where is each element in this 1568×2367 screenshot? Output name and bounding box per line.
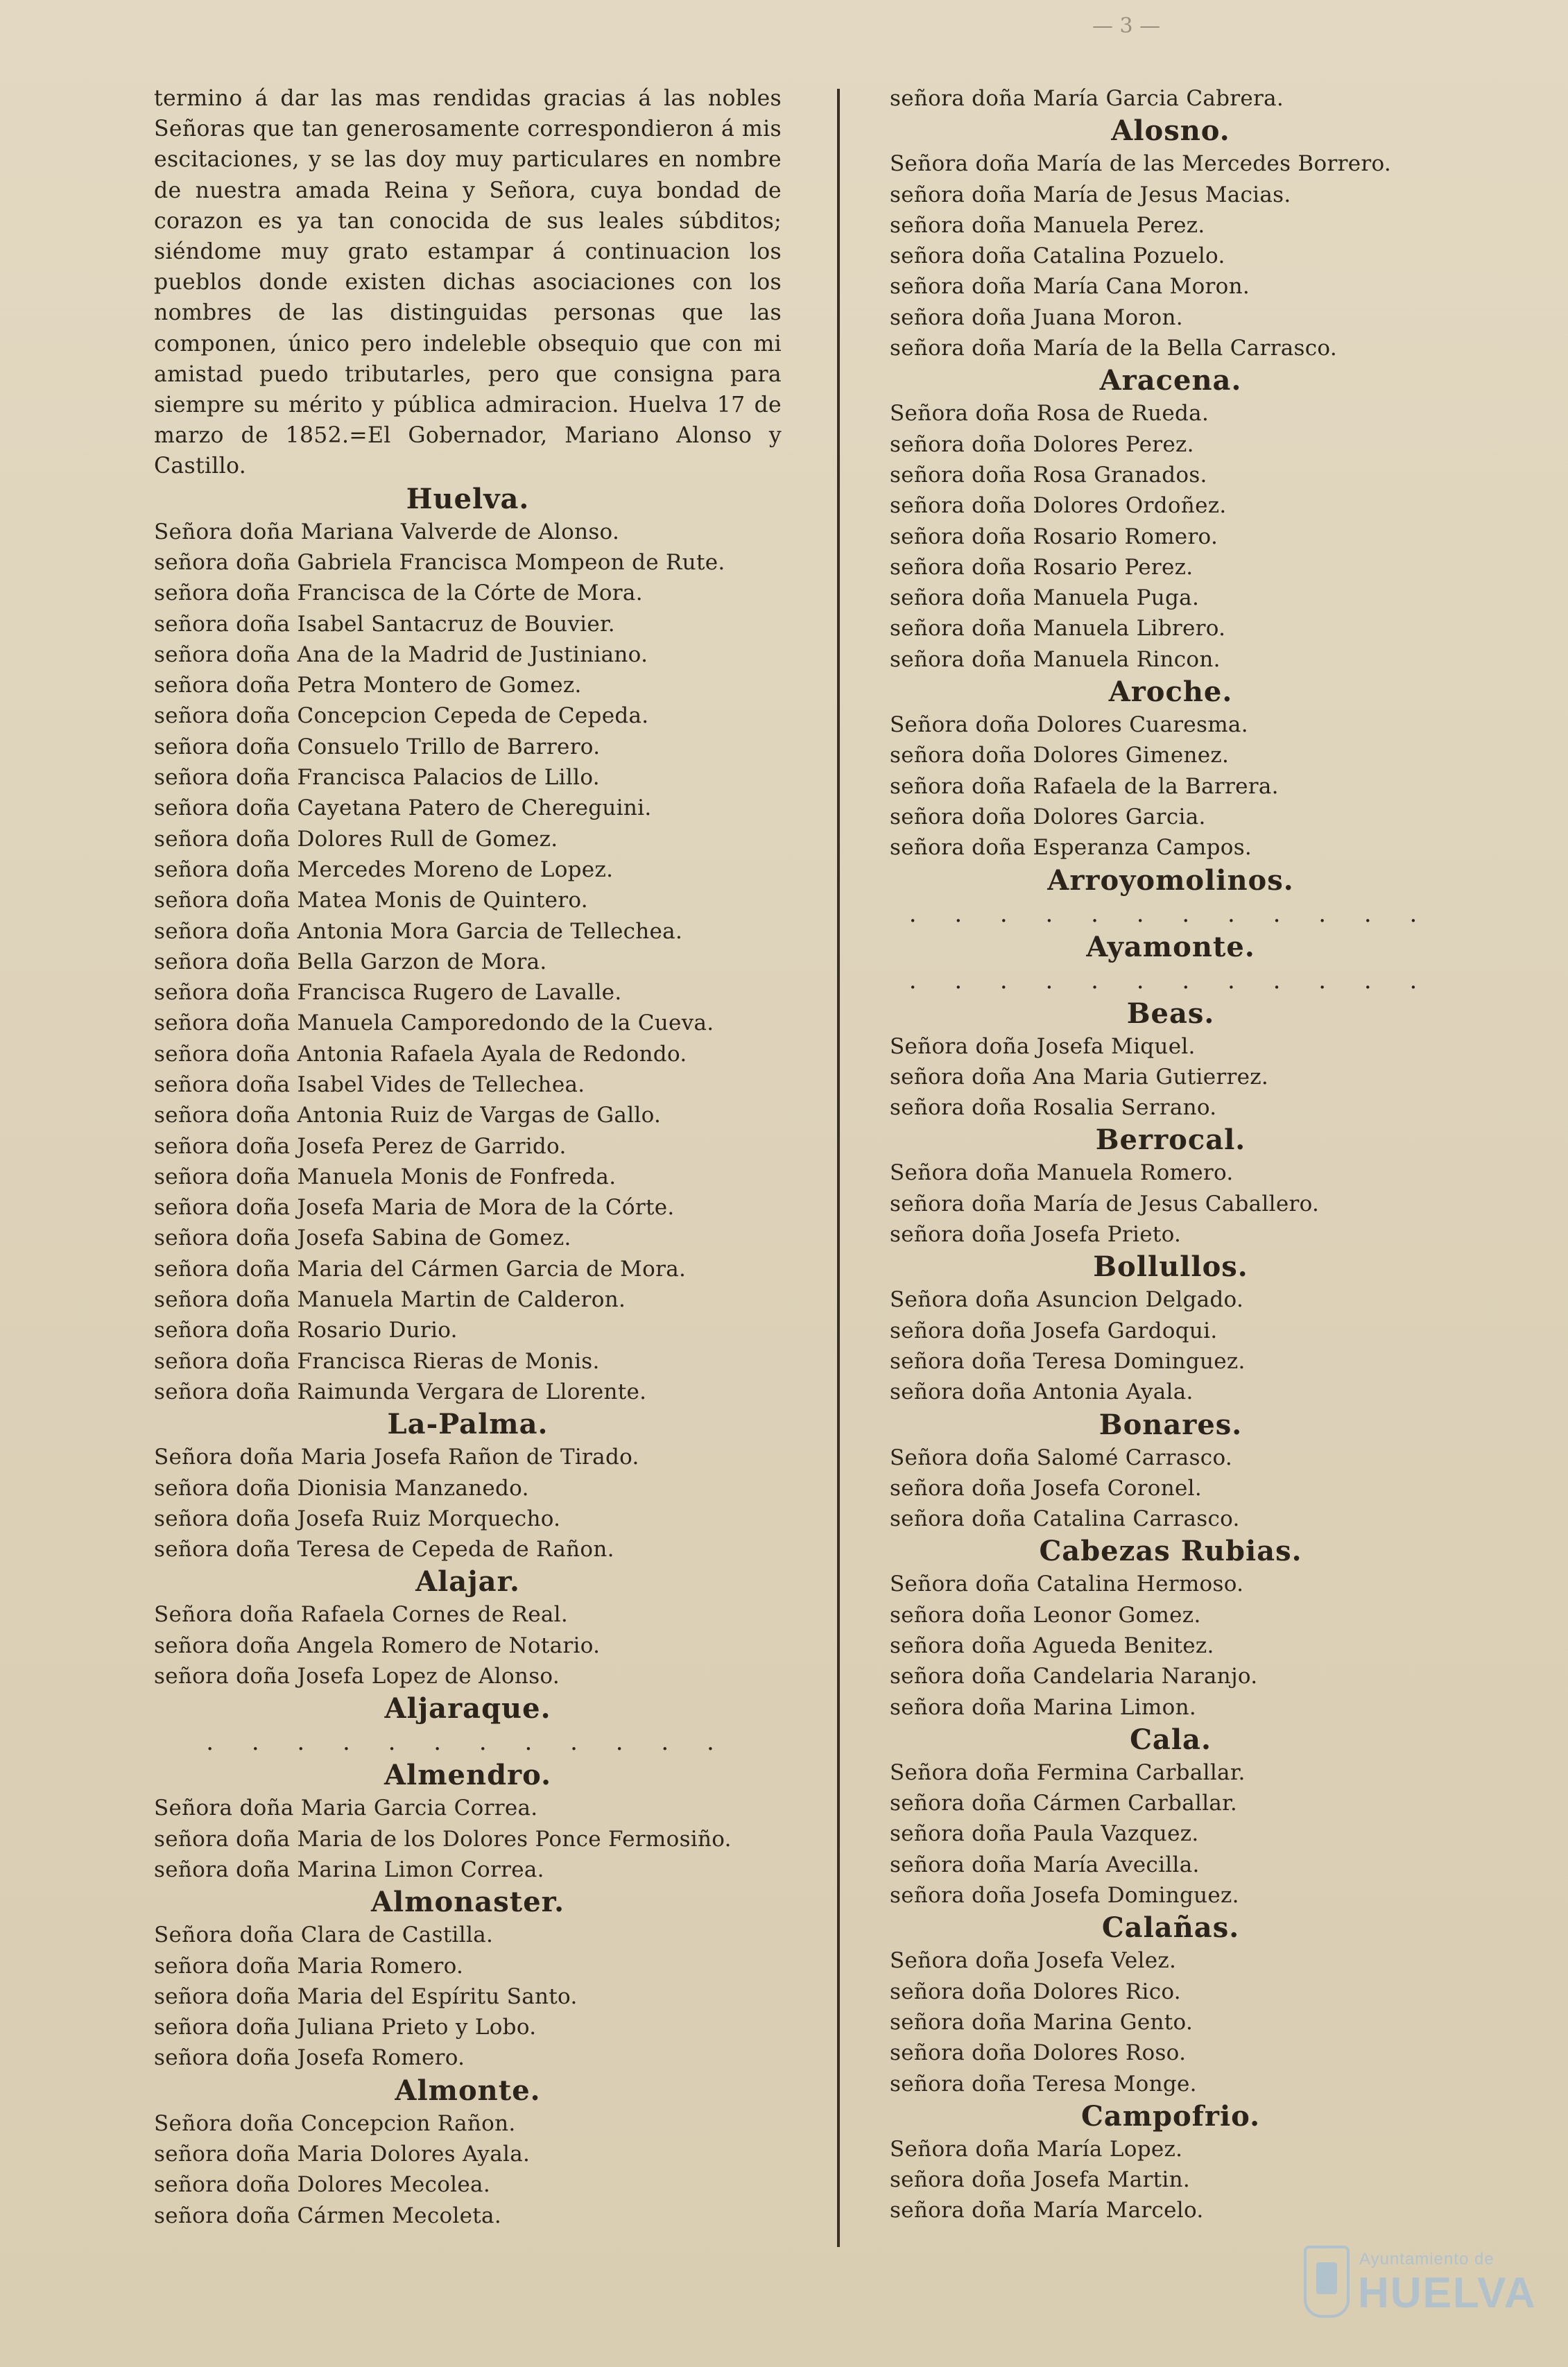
member-name: señora doña Dolores Gimenez. bbox=[890, 743, 1230, 768]
town-heading: Arroyomolinos. bbox=[1047, 863, 1294, 897]
member-name: señora doña Antonia Ruiz de Vargas de Gallo. bbox=[154, 1103, 662, 1128]
dot-leader: . . . . . . . . . . . . bbox=[908, 966, 1433, 995]
member-name: Señora doña Maria Garcia Correa. bbox=[154, 1796, 538, 1821]
member-name: señora doña Dolores Mecolea. bbox=[154, 2172, 490, 2198]
member-name: señora doña Esperanza Campos. bbox=[890, 835, 1252, 861]
town-heading: Calañas. bbox=[1101, 1911, 1240, 1945]
member-name: Señora doña Josefa Miquel. bbox=[890, 1033, 1196, 1059]
member-name: señora doña Bella Garzon de Mora. bbox=[154, 949, 547, 974]
page-number: — 3 — bbox=[1092, 14, 1161, 38]
member-name: señora doña Cayetana Patero de Chereguini. bbox=[154, 795, 652, 821]
member-name: señora doña María Marcelo. bbox=[890, 2198, 1204, 2223]
member-name: señora doña Dolores Rull de Gomez. bbox=[154, 826, 558, 852]
member-name: Señora doña Salomé Carrasco. bbox=[890, 1445, 1233, 1470]
town-heading: Cabezas Rubias. bbox=[1039, 1535, 1302, 1568]
member-name: señora doña Isabel Vides de Tellechea. bbox=[154, 1071, 585, 1097]
town-group bbox=[154, 2074, 782, 2231]
member-name: señora doña Concepcion Cepeda de Cepeda. bbox=[154, 703, 649, 729]
town-group bbox=[890, 1911, 1451, 2099]
left-town-list bbox=[154, 482, 782, 2231]
member-name: señora doña María de la Bella Carrasco. bbox=[890, 336, 1337, 361]
member-name: señora doña Maria Romero. bbox=[154, 1953, 464, 1979]
member-name: Señora doña Mariana Valverde de Alonso. bbox=[154, 519, 620, 544]
member-name: señora doña Juliana Prieto y Lobo. bbox=[154, 2015, 537, 2040]
member-name: señora doña Paula Vazquez. bbox=[890, 1821, 1199, 1847]
town-group bbox=[154, 1692, 782, 1758]
member-name: señora doña Manuela Monis de Fonfreda. bbox=[154, 1164, 617, 1189]
member-name: señora doña Manuela Perez. bbox=[890, 212, 1205, 238]
member-name: señora doña Isabel Santacruz de Bouvier. bbox=[154, 611, 615, 637]
member-name: señora doña Francisca de la Córte de Mora. bbox=[154, 580, 643, 606]
town-group bbox=[154, 482, 782, 1408]
town-group bbox=[890, 1408, 1451, 1535]
town-heading: Ayamonte. bbox=[1086, 930, 1255, 963]
member-name: señora doña Josefa Lopez de Alonso. bbox=[154, 1664, 560, 1689]
member-name: señora doña Francisca Rieras de Monis. bbox=[154, 1348, 600, 1374]
member-name: señora doña Matea Monis de Quintero. bbox=[154, 888, 588, 913]
member-name: señora doña Teresa de Cepeda de Rañon. bbox=[154, 1537, 614, 1563]
town-group bbox=[890, 2099, 1451, 2226]
member-name: señora doña Maria de los Dolores Ponce Fermosiño. bbox=[154, 1826, 732, 1852]
right-town-list bbox=[890, 83, 1451, 2226]
member-name: señora doña Manuela Martin de Calderon. bbox=[154, 1287, 626, 1313]
town-group bbox=[890, 1250, 1451, 1407]
member-name: señora doña Manuela Rincon. bbox=[890, 646, 1221, 672]
member-name: señora doña Teresa Dominguez. bbox=[890, 1348, 1246, 1374]
town-heading: Bonares. bbox=[1099, 1408, 1243, 1441]
member-name: señora doña Dolores Garcia. bbox=[890, 804, 1206, 829]
town-heading: Alosno. bbox=[1111, 114, 1230, 148]
intro-paragraph: termino á dar las mas rendidas gracias á las nobles Señoras que tan generosamente correspondieron á mis escitaciones, y se las doy muy particulares en nombre de nuestra amada Reina y Señora, cuya bondad de corazon es ya tan conocida de sus leales súbditos; siéndome muy grato estampar á continuacion los pueblos donde existen dichas asociaciones con los nombres de las distinguidas personas que las componen, único pero indeleble obsequio que con mi amistad puedo tributarles, pero que consigna para siempre su mérito y pública admiracion. Huelva 17 de marzo de 1852.=El Gobernador, Mariano Alonso y Castillo. bbox=[154, 86, 782, 479]
member-name: señora doña Francisca Palacios de Lillo. bbox=[154, 765, 600, 791]
column-divider bbox=[837, 89, 840, 2247]
town-heading: Bollullos. bbox=[1093, 1250, 1248, 1284]
member-name: señora doña Josefa Perez de Garrido. bbox=[154, 1133, 567, 1159]
member-name: señora doña Agueda Benitez. bbox=[890, 1633, 1214, 1658]
member-name: Señora doña Fermina Carballar. bbox=[890, 1759, 1246, 1785]
member-name: señora doña Rosario Perez. bbox=[890, 554, 1194, 580]
member-name: Señora doña Concepcion Rañon. bbox=[154, 2110, 516, 2136]
watermark-line2: HUELVA bbox=[1358, 2269, 1537, 2317]
town-group bbox=[890, 1123, 1451, 1250]
member-name: Señora doña Maria Josefa Rañon de Tirado. bbox=[154, 1445, 639, 1470]
town-group bbox=[890, 83, 1451, 114]
member-name: señora doña Consuelo Trillo de Barrero. bbox=[154, 734, 601, 759]
member-name: señora doña Cármen Mecoleta. bbox=[154, 2203, 501, 2228]
member-name: Señora doña Rosa de Rueda. bbox=[890, 401, 1209, 427]
town-heading: Beas. bbox=[1126, 997, 1215, 1030]
member-name: señora doña Dolores Rico. bbox=[890, 1979, 1181, 2004]
member-name: señora doña Antonia Rafaela Ayala de Redondo. bbox=[154, 1041, 687, 1067]
member-name: señora doña Antonia Ayala. bbox=[890, 1379, 1194, 1405]
member-name: señora doña Gabriela Francisca Mompeon de Rute. bbox=[154, 549, 725, 575]
member-name: señora doña Leonor Gomez. bbox=[890, 1602, 1201, 1628]
dot-leader: . . . . . . . . . . . . bbox=[908, 900, 1433, 928]
member-name: señora doña Marina Limon Correa. bbox=[154, 1857, 544, 1882]
member-name: Señora doña Clara de Castilla. bbox=[154, 1922, 494, 1948]
member-name: señora doña María de Jesus Macias. bbox=[890, 182, 1291, 207]
member-name: señora doña María Avecilla. bbox=[890, 1852, 1200, 1877]
member-name: señora doña Rosalia Serrano. bbox=[890, 1095, 1217, 1121]
member-name: Señora doña Dolores Cuaresma. bbox=[890, 712, 1248, 738]
town-group bbox=[890, 863, 1451, 930]
town-group bbox=[890, 675, 1451, 863]
member-name: señora doña Ana de la Madrid de Justiniano. bbox=[154, 642, 648, 667]
member-name: señora doña Maria Dolores Ayala. bbox=[154, 2142, 531, 2167]
town-heading: Aroche. bbox=[1108, 675, 1233, 709]
member-name: señora doña Juana Moron. bbox=[890, 304, 1183, 330]
member-name: señora doña Josefa Martin. bbox=[890, 2167, 1191, 2193]
town-heading: Aljaraque. bbox=[384, 1692, 551, 1725]
member-name: Señora doña María de las Mercedes Borrero. bbox=[890, 151, 1392, 177]
town-heading: Almendro. bbox=[384, 1759, 552, 1792]
member-name: señora doña Dionisia Manzanedo. bbox=[154, 1475, 529, 1501]
member-name: señora doña Dolores Perez. bbox=[890, 431, 1194, 457]
town-heading: La-Palma. bbox=[387, 1408, 549, 1441]
member-name: señora doña Josefa Gardoqui. bbox=[890, 1318, 1218, 1343]
member-name: señora doña Petra Montero de Gomez. bbox=[154, 673, 582, 698]
town-group bbox=[890, 997, 1451, 1124]
member-name: señora doña Cármen Carballar. bbox=[890, 1791, 1238, 1816]
town-group bbox=[154, 1407, 782, 1565]
dot-leader: . . . . . . . . . . . . bbox=[206, 1728, 730, 1757]
town-group bbox=[890, 930, 1451, 997]
member-name: señora doña Rosario Romero. bbox=[890, 524, 1218, 549]
member-name: señora doña Manuela Librero. bbox=[890, 616, 1226, 642]
member-name: señora doña Dolores Roso. bbox=[890, 2040, 1187, 2066]
coat-of-arms-icon bbox=[1304, 2246, 1350, 2318]
town-group bbox=[154, 1758, 782, 1885]
member-name: Señora doña Asuncion Delgado. bbox=[890, 1287, 1244, 1313]
member-name: señora doña María de Jesus Caballero. bbox=[890, 1191, 1320, 1216]
town-group bbox=[154, 1565, 782, 1692]
member-name: Señora doña Rafaela Cornes de Real. bbox=[154, 1602, 569, 1628]
town-group bbox=[890, 1723, 1451, 1911]
member-name: señora doña Josefa Ruiz Morquecho. bbox=[154, 1506, 561, 1531]
town-heading: Aracena. bbox=[1099, 364, 1242, 397]
member-name: señora doña Maria del Espíritu Santo. bbox=[154, 1983, 578, 2009]
member-name: señora doña Catalina Carrasco. bbox=[890, 1506, 1240, 1532]
member-name: señora doña Marina Limon. bbox=[890, 1694, 1196, 1720]
member-name: señora doña Raimunda Vergara de Llorente. bbox=[154, 1379, 647, 1404]
town-group bbox=[890, 363, 1451, 675]
right-column bbox=[890, 83, 1451, 2330]
town-heading: Almonte. bbox=[395, 2074, 541, 2107]
member-name: señora doña María Garcia Cabrera. bbox=[890, 86, 1284, 111]
member-name: Señora doña Josefa Velez. bbox=[890, 1948, 1177, 1974]
member-name: señora doña Rafaela de la Barrera. bbox=[890, 773, 1279, 799]
member-name: señora doña Maria del Cármen Garcia de Mora. bbox=[154, 1256, 687, 1282]
member-name: señora doña Mercedes Moreno de Lopez. bbox=[154, 857, 614, 882]
member-name: Señora doña Catalina Hermoso. bbox=[890, 1572, 1244, 1597]
member-name: Señora doña María Lopez. bbox=[890, 2136, 1183, 2162]
member-name: señora doña Catalina Pozuelo. bbox=[890, 243, 1225, 269]
town-heading: Cala. bbox=[1130, 1723, 1212, 1756]
town-heading: Berrocal. bbox=[1095, 1124, 1246, 1157]
member-name: señora doña Rosario Durio. bbox=[154, 1318, 458, 1343]
member-name: señora doña Teresa Monge. bbox=[890, 2071, 1197, 2097]
archive-watermark bbox=[1304, 2240, 1537, 2330]
member-name: señora doña Josefa Prieto. bbox=[890, 1222, 1182, 1248]
member-name: señora doña Josefa Dominguez. bbox=[890, 1883, 1239, 1909]
town-group bbox=[890, 1534, 1451, 1722]
left-column bbox=[154, 83, 782, 2330]
member-name: señora doña Josefa Romero. bbox=[154, 2045, 465, 2071]
town-group bbox=[154, 1885, 782, 2073]
town-heading: Almonaster. bbox=[370, 1886, 565, 1919]
member-name: señora doña Josefa Coronel. bbox=[890, 1475, 1203, 1501]
member-name: señora doña Josefa Sabina de Gomez. bbox=[154, 1225, 571, 1251]
member-name: señora doña Rosa Granados. bbox=[890, 462, 1207, 488]
town-group bbox=[890, 114, 1451, 363]
member-name: señora doña Francisca Rugero de Lavalle. bbox=[154, 980, 622, 1006]
watermark-line1: Ayuntamiento de bbox=[1359, 2250, 1494, 2269]
member-name: señora doña María Cana Moron. bbox=[890, 274, 1250, 300]
member-name: señora doña Antonia Mora Garcia de Tellechea. bbox=[154, 918, 683, 944]
town-heading: Campofrio. bbox=[1080, 2099, 1261, 2133]
member-name: señora doña Ana Maria Gutierrez. bbox=[890, 1064, 1269, 1090]
member-name: señora doña Manuela Camporedondo de la Cueva. bbox=[154, 1010, 714, 1036]
member-name: señora doña Dolores Ordoñez. bbox=[890, 493, 1227, 519]
member-name: Señora doña Manuela Romero. bbox=[890, 1160, 1234, 1186]
member-name: señora doña Manuela Puga. bbox=[890, 585, 1200, 611]
member-name: señora doña Angela Romero de Notario. bbox=[154, 1633, 601, 1658]
member-name: señora doña Josefa Maria de Mora de la Córte. bbox=[154, 1195, 675, 1221]
member-name: señora doña Marina Gento. bbox=[890, 2009, 1194, 2035]
town-heading: Alajar. bbox=[415, 1565, 520, 1599]
member-name: señora doña Candelaria Naranjo. bbox=[890, 1664, 1258, 1689]
town-heading: Huelva. bbox=[406, 482, 530, 515]
